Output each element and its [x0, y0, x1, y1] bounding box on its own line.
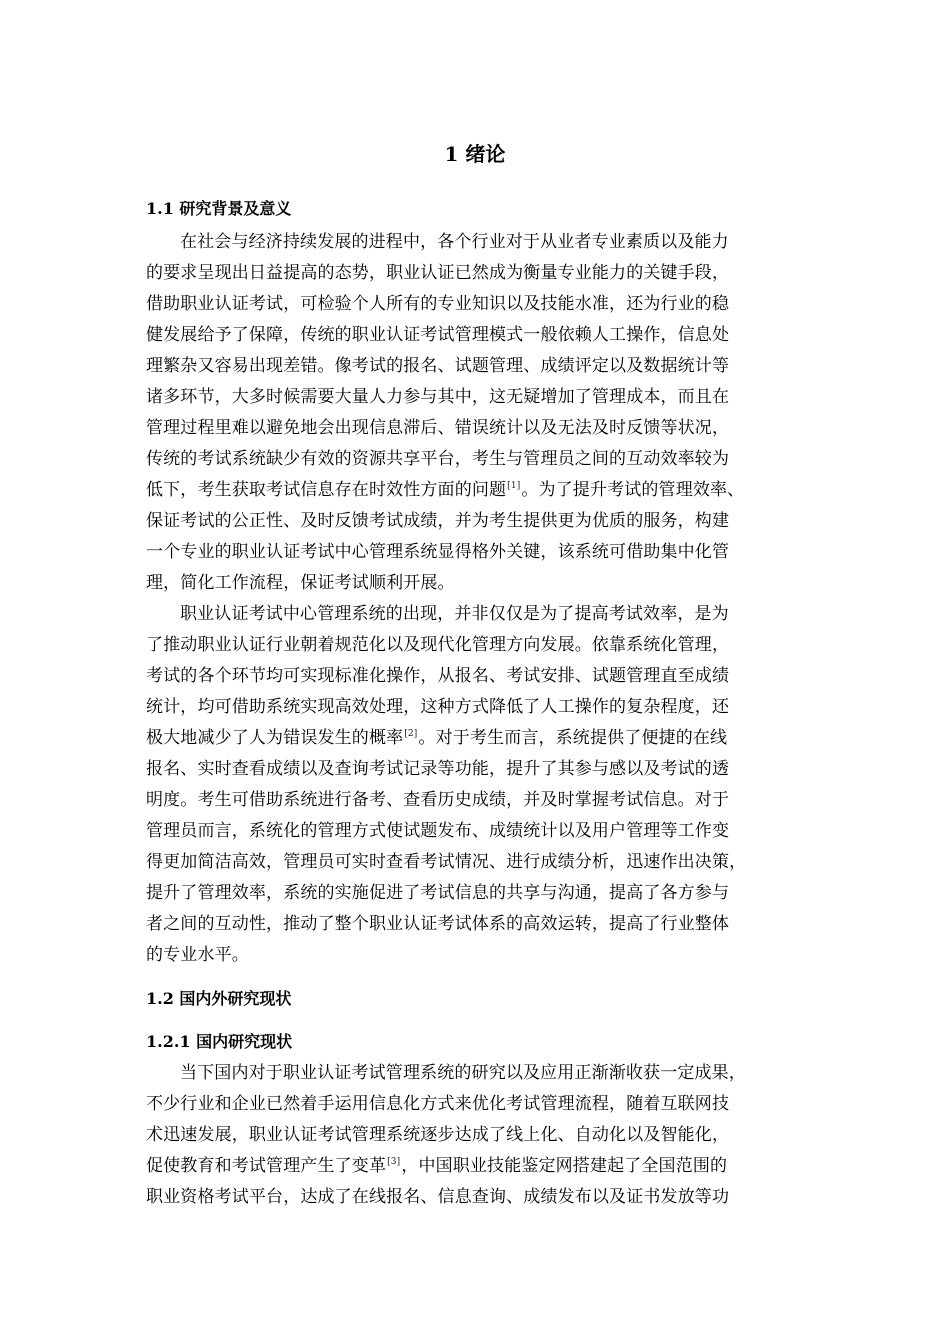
chapter-title: 1 绪论 — [444, 142, 506, 166]
text-line: 明度。考生可借助系统进行备考、查看历史成绩，并及时掌握考试信息。对于 — [146, 790, 730, 810]
text-line: 统计，均可借助系统实现高效处理，这种方式降低了人工操作的复杂程度，还 — [146, 697, 730, 717]
citation-1: [1] — [507, 481, 521, 491]
section-heading-1-2-1: 1.2.1 国内研究现状 — [146, 1032, 293, 1051]
text-line — [146, 723, 826, 754]
text-line: 一个专业的职业认证考试中心管理系统显得格外关键，该系统可借助集中化管 — [146, 542, 730, 562]
paragraph-1-1-2 — [146, 599, 826, 971]
section-heading-1-2: 1.2 国内外研究现状 — [146, 989, 292, 1008]
text-line: 保证考试的公正性、及时反馈考试成绩，并为考生提供更为优质的服务，构建 — [146, 511, 730, 531]
text-line: 理繁杂又容易出现差错。像考试的报名、试题管理、成绩评定以及数据统计等 — [146, 356, 730, 376]
text-line: 的要求呈现出日益提高的态势，职业认证已然成为衡量专业能力的关键手段， — [146, 263, 730, 283]
text-line — [146, 475, 826, 506]
text-line: 职业认证考试中心管理系统的出现，并非仅仅是为了提高考试效率，是为 — [180, 604, 729, 624]
paragraph-1-2-1 — [146, 1058, 826, 1213]
text-line: 传统的考试系统缺少有效的资源共享平台，考生与管理员之间的互动效率较为 — [146, 449, 730, 469]
text-line: 管理过程里难以避免地会出现信息滞后、错误统计以及无法及时反馈等状况， — [146, 418, 730, 438]
text-run: 低下，考生获取考试信息存在时效性方面的问题 — [146, 480, 507, 500]
citation-2: [2] — [404, 729, 418, 739]
text-run: ，中国职业技能鉴定网搭建起了全国范围的 — [401, 1156, 728, 1176]
text-line: 理，简化工作流程，保证考试顺利开展。 — [146, 573, 455, 593]
text-run: 。为了提升考试的管理效率、 — [521, 480, 745, 500]
text-line: 管理员而言，系统化的管理方式使试题发布、成绩统计以及用户管理等工作变 — [146, 821, 730, 841]
text-line — [146, 1151, 826, 1182]
text-line: 报名、实时查看成绩以及查询考试记录等功能，提升了其参与感以及考试的透 — [146, 759, 730, 779]
text-line: 在社会与经济持续发展的进程中，各个行业对于从业者专业素质以及能力 — [180, 232, 729, 252]
text-line: 健发展给予了保障，传统的职业认证考试管理模式一般依赖人工操作，信息处 — [146, 325, 730, 345]
text-line: 术迅速发展，职业认证考试管理系统逐步达成了线上化、自动化以及智能化， — [146, 1125, 730, 1145]
text-line: 的专业水平。 — [146, 945, 249, 965]
text-line: 借助职业认证考试，可检验个人所有的专业知识以及技能水准，还为行业的稳 — [146, 294, 730, 314]
text-line: 了推动职业认证行业朝着规范化以及现代化管理方向发展。依靠系统化管理， — [146, 635, 730, 655]
text-run: 促使教育和考试管理产生了变革 — [146, 1156, 387, 1176]
paragraph-1-1-1 — [146, 227, 826, 599]
text-line: 考试的各个环节均可实现标准化操作，从报名、考试安排、试题管理直至成绩 — [146, 666, 730, 686]
text-line: 者之间的互动性，推动了整个职业认证考试体系的高效运转，提高了行业整体 — [146, 914, 730, 934]
section-heading-1-1: 1.1 研究背景及意义 — [146, 199, 292, 218]
text-line: 得更加简洁高效，管理员可实时查看考试情况、进行成绩分析，迅速作出决策， — [146, 852, 747, 872]
text-line: 不少行业和企业已然着手运用信息化方式来优化考试管理流程，随着互联网技 — [146, 1094, 730, 1114]
text-line: 提升了管理效率，系统的实施促进了考试信息的共享与沟通，提高了各方参与 — [146, 883, 730, 903]
text-run: 。对于考生而言，系统提供了便捷的在线 — [418, 728, 728, 748]
text-line: 当下国内对于职业认证考试管理系统的研究以及应用正渐渐收获一定成果， — [180, 1063, 746, 1083]
text-run: 极大地减少了人为错误发生的概率 — [146, 728, 404, 748]
citation-3: [3] — [387, 1157, 401, 1167]
text-line: 诸多环节，大多时候需要大量人力参与其中，这无疑增加了管理成本，而且在 — [146, 387, 730, 407]
text-line: 职业资格考试平台，达成了在线报名、信息查询、成绩发布以及证书发放等功 — [146, 1187, 730, 1207]
